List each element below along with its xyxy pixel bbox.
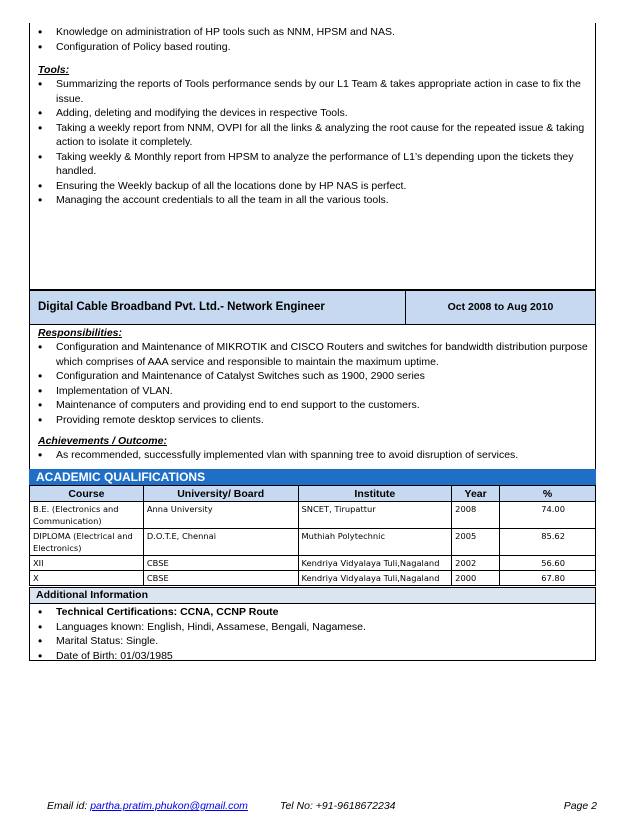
academic-header-row [30,486,596,502]
list-item: • Implementation of VLAN. [30,384,595,399]
table-row [30,502,596,529]
table-cell: Anna University [143,502,298,529]
achievements-list [30,448,595,463]
list-item: • Knowledge on administration of HP tools such as NNM, HPSM and NAS. [30,25,595,40]
column-header: Institute [298,486,452,502]
table-cell: 74.00 [500,502,596,529]
list-item: • Configuration and Maintenance of Catalyst Switches such as 1900, 2900 series [30,369,595,384]
job-header [29,290,596,325]
academic-title: ACADEMIC QUALIFICATIONS [29,469,596,485]
table-cell: Muthiah Polytechnic [298,529,452,556]
list-item: • Configuration and Maintenance of MIKROTIK and CISCO Routers and switches for bandwidth distribution purpose which comprises of AAA service and responsible to maintain the maximum uptime. [30,340,595,369]
tools-title: Tools: [38,64,70,76]
list-item: • Marital Status: Single. [30,634,595,649]
job-dates: Oct 2008 to Aug 2010 [447,301,554,313]
experience-continuation [29,23,596,290]
table-cell: DIPLOMA (Electrical and Electronics) [30,529,144,556]
column-header: % [500,486,596,502]
table-cell: 2002 [452,556,500,571]
table-cell: 2005 [452,529,500,556]
list-item: • Languages known: English, Hindi, Assamese, Bengali, Nagamese. [30,620,595,635]
table-cell: B.E. (Electronics and Communication) [30,502,144,529]
table-cell: CBSE [143,571,298,586]
table-cell: CBSE [143,556,298,571]
page-number: Page 2 [563,800,597,812]
list-item: • Taking weekly & Monthly report from HPSM to analyze the performance of L1’s depending upon the tickets they handled. [30,150,595,179]
table-cell: Kendriya Vidyalaya Tuli,Nagaland [298,556,452,571]
table-cell: 85.62 [500,529,596,556]
additional-list [30,604,595,620]
table-cell: Kendriya Vidyalaya Tuli,Nagaland [298,571,452,586]
table-cell: SNCET, Tirupattur [298,502,452,529]
column-header: Year [452,486,500,502]
achievements-title: Achievements / Outcome: [38,435,167,447]
cert-label: Technical Certifications: [56,606,178,618]
tools-list [30,77,595,208]
additional-title: Additional Information [30,588,595,604]
academic-table [29,485,596,586]
list-item: • Configuration of Policy based routing. [30,40,595,55]
list-item: • Date of Birth: 01/03/1985 [30,649,595,664]
responsibilities-list [30,340,595,427]
list-item: • Adding, deleting and modifying the devices in respective Tools. [30,106,595,121]
table-row [30,556,596,571]
email-label: Email id: [47,800,91,812]
list-item: • Maintenance of computers and providing end to end support to the customers. [30,398,595,413]
cert-value: CCNA, CCNP Route [177,606,279,618]
list-item: • Ensuring the Weekly backup of all the locations done by HP NAS is perfect. [30,179,595,194]
list-item: • Managing the account credentials to all the team in all the various tools. [30,193,595,208]
table-cell: 56.60 [500,556,596,571]
table-cell: 2008 [452,502,500,529]
column-header: University/ Board [143,486,298,502]
phone-number: Tel No: +91-9618672234 [280,800,396,812]
list-item: • Summarizing the reports of Tools performance sends by our L1 Team & takes appropriate action in case to fix the issue. [30,77,595,106]
column-header: Course [30,486,144,502]
table-row [30,571,596,586]
additional-items [30,620,595,664]
list-item: • Providing remote desktop services to clients. [30,413,595,428]
job-company: Digital Cable Broadband Pvt. Ltd.- Network Engineer [30,291,406,324]
list-item: • Taking a weekly report from NNM, OVPI for all the links & analyzing the root cause for the repeated issue & taking action to isolate it completely. [30,121,595,150]
additional-info [29,587,596,661]
table-cell: 67.80 [500,571,596,586]
job-details [29,325,596,469]
table-cell: 2000 [452,571,500,586]
list-item [30,605,595,620]
page-footer [47,800,597,812]
email-link[interactable]: partha.pratim.phukon@gmail.com [90,800,248,812]
list-item: • As recommended, successfully implemented vlan with spanning tree to avoid disruption of services. [30,448,595,463]
table-cell: XII [30,556,144,571]
table-cell: X [30,571,144,586]
table-cell: D.O.T.E, Chennai [143,529,298,556]
top-bullet-list [30,25,595,54]
table-row [30,529,596,556]
responsibilities-title: Responsibilities: [38,327,123,339]
